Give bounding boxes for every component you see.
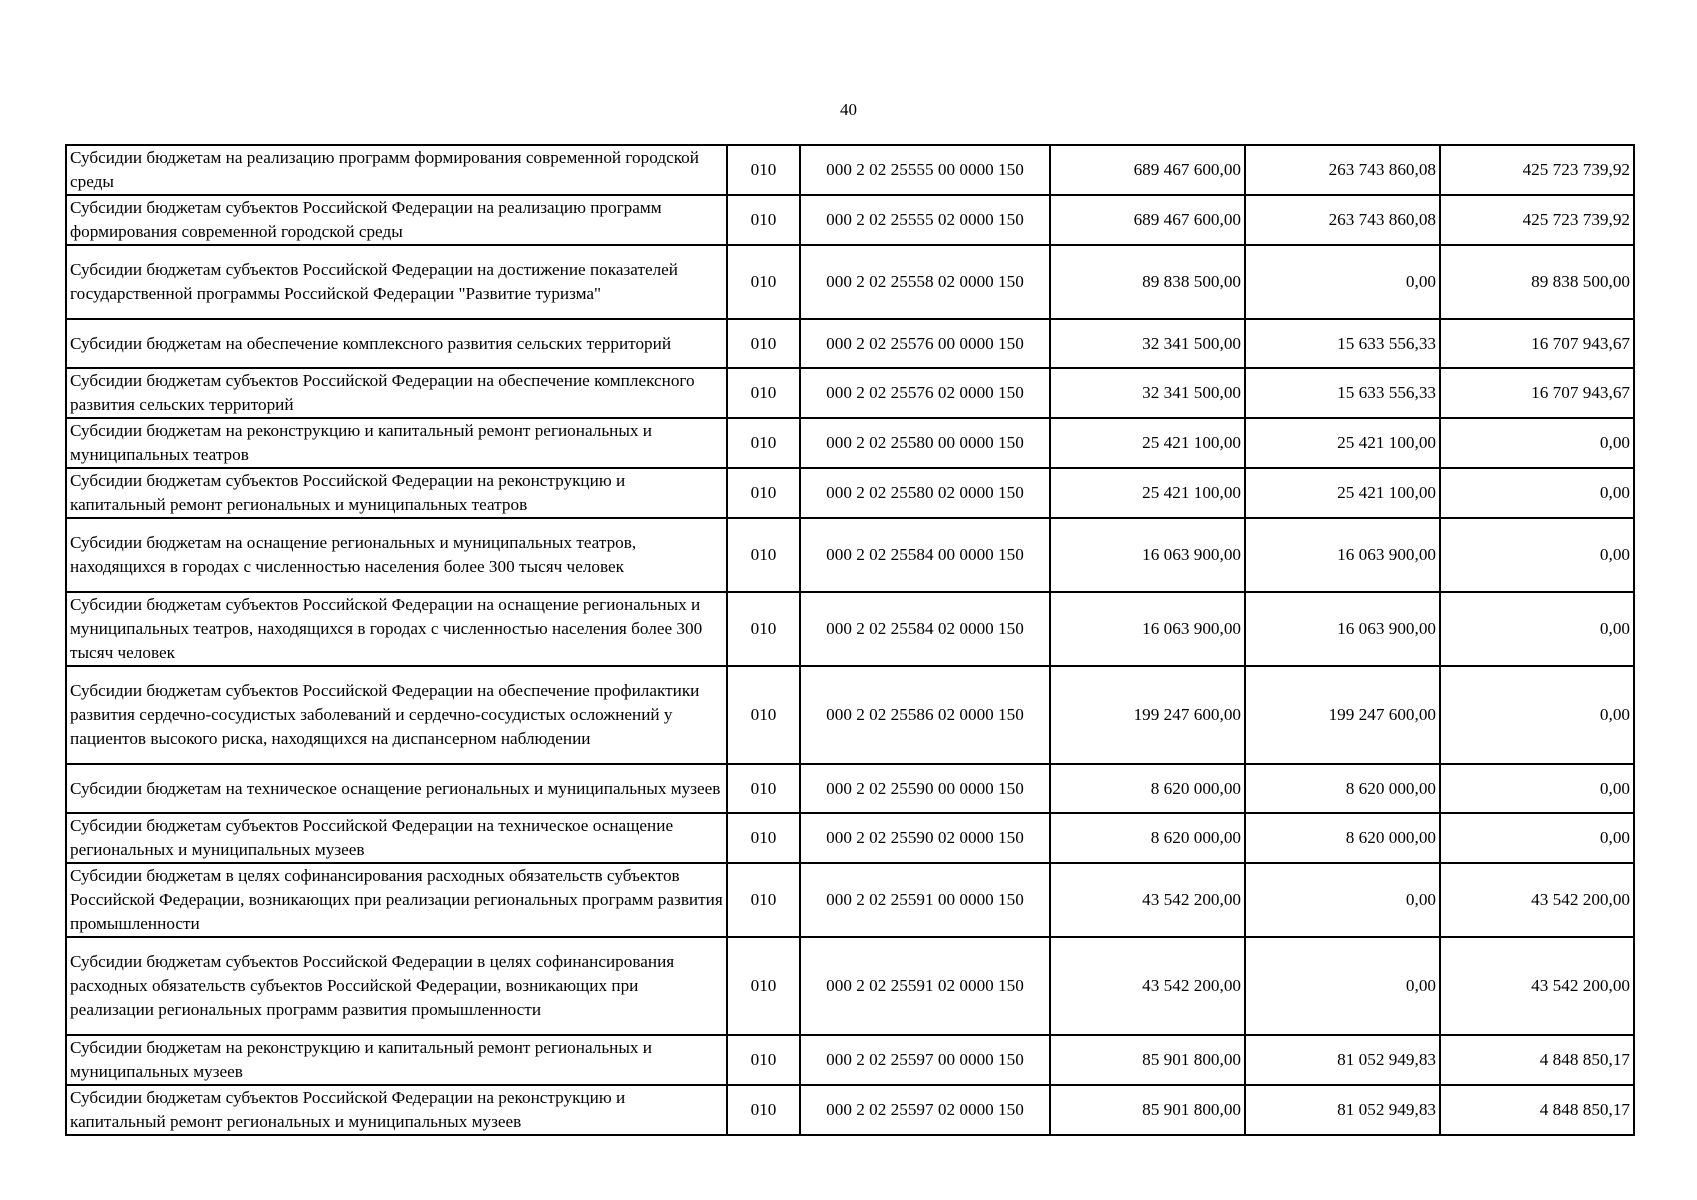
row-plan-cell: 16 063 900,00 [1050, 592, 1245, 666]
table-row [66, 666, 1634, 764]
row-remainder-cell: 425 723 739,92 [1440, 195, 1634, 245]
row-plan-cell: 689 467 600,00 [1050, 195, 1245, 245]
row-budget-code-cell: 000 2 02 25590 00 0000 150 [800, 764, 1050, 813]
row-executed-cell: 263 743 860,08 [1245, 195, 1440, 245]
row-remainder-cell: 43 542 200,00 [1440, 863, 1634, 937]
row-remainder-cell: 16 707 943,67 [1440, 368, 1634, 418]
table-row [66, 195, 1634, 245]
row-plan-cell: 85 901 800,00 [1050, 1085, 1245, 1135]
row-executed-cell: 25 421 100,00 [1245, 468, 1440, 518]
row-plan-cell: 199 247 600,00 [1050, 666, 1245, 764]
table-row [66, 813, 1634, 863]
row-executed-cell: 0,00 [1245, 937, 1440, 1035]
row-remainder-cell: 4 848 850,17 [1440, 1035, 1634, 1085]
row-budget-code-cell: 000 2 02 25558 02 0000 150 [800, 245, 1050, 319]
row-executed-cell: 16 063 900,00 [1245, 592, 1440, 666]
row-plan-cell: 85 901 800,00 [1050, 1035, 1245, 1085]
row-admin-code-cell: 010 [727, 1035, 800, 1085]
row-executed-cell: 0,00 [1245, 863, 1440, 937]
row-executed-cell: 8 620 000,00 [1245, 813, 1440, 863]
row-name-cell: Субсидии бюджетам на реконструкцию и капитальный ремонт региональных и муниципальных музеев [66, 1035, 727, 1085]
row-remainder-cell: 0,00 [1440, 468, 1634, 518]
row-admin-code-cell: 010 [727, 592, 800, 666]
table-row [66, 1085, 1634, 1135]
row-plan-cell: 89 838 500,00 [1050, 245, 1245, 319]
row-name-cell: Субсидии бюджетам субъектов Российской Федерации на техническое оснащение региональных и муниципальных музеев [66, 813, 727, 863]
row-executed-cell: 16 063 900,00 [1245, 518, 1440, 592]
row-executed-cell: 8 620 000,00 [1245, 764, 1440, 813]
row-executed-cell: 0,00 [1245, 245, 1440, 319]
row-name-cell: Субсидии бюджетам субъектов Российской Федерации в целях софинансирования расходных обязательств субъектов Российской Федерации, возникающих при реализации региональных программ развития промышленности [66, 937, 727, 1035]
row-name-cell: Субсидии бюджетам на реализацию программ формирования современной городской среды [66, 145, 727, 195]
row-remainder-cell: 0,00 [1440, 592, 1634, 666]
row-admin-code-cell: 010 [727, 245, 800, 319]
table-row [66, 418, 1634, 468]
row-name-cell: Субсидии бюджетам субъектов Российской Федерации на оснащение региональных и муниципальных театров, находящихся в городах с численностью населения более 300 тысяч человек [66, 592, 727, 666]
row-budget-code-cell: 000 2 02 25597 02 0000 150 [800, 1085, 1050, 1135]
row-name-cell: Субсидии бюджетам субъектов Российской Федерации на реконструкцию и капитальный ремонт региональных и муниципальных музеев [66, 1085, 727, 1135]
table-row [66, 368, 1634, 418]
row-plan-cell: 25 421 100,00 [1050, 418, 1245, 468]
row-admin-code-cell: 010 [727, 518, 800, 592]
table-row [66, 592, 1634, 666]
table-row [66, 468, 1634, 518]
page-number: 40 [840, 100, 857, 119]
row-remainder-cell: 43 542 200,00 [1440, 937, 1634, 1035]
table-row [66, 764, 1634, 813]
row-plan-cell: 25 421 100,00 [1050, 468, 1245, 518]
row-name-cell: Субсидии бюджетам субъектов Российской Федерации на реализацию программ формирования современной городской среды [66, 195, 727, 245]
table-row [66, 1035, 1634, 1085]
table-row [66, 245, 1634, 319]
row-executed-cell: 25 421 100,00 [1245, 418, 1440, 468]
table-row [66, 863, 1634, 937]
row-executed-cell: 199 247 600,00 [1245, 666, 1440, 764]
row-remainder-cell: 0,00 [1440, 518, 1634, 592]
row-name-cell: Субсидии бюджетам субъектов Российской Федерации на обеспечение профилактики развития сердечно-сосудистых заболеваний и сердечно-сосудистых осложнений у пациентов высокого риска, находящихся на диспансерном наблюдении [66, 666, 727, 764]
row-executed-cell: 81 052 949,83 [1245, 1085, 1440, 1135]
row-budget-code-cell: 000 2 02 25555 02 0000 150 [800, 195, 1050, 245]
row-admin-code-cell: 010 [727, 937, 800, 1035]
row-name-cell: Субсидии бюджетам на техническое оснащение региональных и муниципальных музеев [66, 764, 727, 813]
row-plan-cell: 32 341 500,00 [1050, 368, 1245, 418]
row-budget-code-cell: 000 2 02 25584 02 0000 150 [800, 592, 1050, 666]
row-admin-code-cell: 010 [727, 1085, 800, 1135]
row-remainder-cell: 0,00 [1440, 764, 1634, 813]
table-row [66, 145, 1634, 195]
table-row [66, 319, 1634, 368]
row-budget-code-cell: 000 2 02 25591 00 0000 150 [800, 863, 1050, 937]
row-admin-code-cell: 010 [727, 145, 800, 195]
row-budget-code-cell: 000 2 02 25576 02 0000 150 [800, 368, 1050, 418]
row-plan-cell: 8 620 000,00 [1050, 764, 1245, 813]
row-budget-code-cell: 000 2 02 25584 00 0000 150 [800, 518, 1050, 592]
row-executed-cell: 15 633 556,33 [1245, 319, 1440, 368]
row-name-cell: Субсидии бюджетам субъектов Российской Федерации на реконструкцию и капитальный ремонт региональных и муниципальных театров [66, 468, 727, 518]
table-row [66, 937, 1634, 1035]
row-name-cell: Субсидии бюджетам субъектов Российской Федерации на достижение показателей государственной программы Российской Федерации "Развитие туризма" [66, 245, 727, 319]
row-budget-code-cell: 000 2 02 25586 02 0000 150 [800, 666, 1050, 764]
table-row [66, 518, 1634, 592]
row-admin-code-cell: 010 [727, 368, 800, 418]
row-admin-code-cell: 010 [727, 666, 800, 764]
row-admin-code-cell: 010 [727, 418, 800, 468]
row-remainder-cell: 0,00 [1440, 813, 1634, 863]
row-budget-code-cell: 000 2 02 25580 02 0000 150 [800, 468, 1050, 518]
row-remainder-cell: 0,00 [1440, 418, 1634, 468]
row-budget-code-cell: 000 2 02 25590 02 0000 150 [800, 813, 1050, 863]
row-executed-cell: 15 633 556,33 [1245, 368, 1440, 418]
row-remainder-cell: 425 723 739,92 [1440, 145, 1634, 195]
row-executed-cell: 81 052 949,83 [1245, 1035, 1440, 1085]
row-plan-cell: 32 341 500,00 [1050, 319, 1245, 368]
row-executed-cell: 263 743 860,08 [1245, 145, 1440, 195]
row-name-cell: Субсидии бюджетам в целях софинансирования расходных обязательств субъектов Российской Федерации, возникающих при реализации региональных программ развития промышленности [66, 863, 727, 937]
row-budget-code-cell: 000 2 02 25580 00 0000 150 [800, 418, 1050, 468]
row-plan-cell: 16 063 900,00 [1050, 518, 1245, 592]
row-budget-code-cell: 000 2 02 25555 00 0000 150 [800, 145, 1050, 195]
row-plan-cell: 43 542 200,00 [1050, 863, 1245, 937]
budget-table [65, 144, 1635, 1136]
row-admin-code-cell: 010 [727, 468, 800, 518]
row-budget-code-cell: 000 2 02 25591 02 0000 150 [800, 937, 1050, 1035]
row-name-cell: Субсидии бюджетам субъектов Российской Федерации на обеспечение комплексного развития сельских территорий [66, 368, 727, 418]
row-admin-code-cell: 010 [727, 195, 800, 245]
row-name-cell: Субсидии бюджетам на реконструкцию и капитальный ремонт региональных и муниципальных театров [66, 418, 727, 468]
row-remainder-cell: 16 707 943,67 [1440, 319, 1634, 368]
row-name-cell: Субсидии бюджетам на оснащение региональных и муниципальных театров, находящихся в городах с численностью населения более 300 тысяч человек [66, 518, 727, 592]
row-budget-code-cell: 000 2 02 25576 00 0000 150 [800, 319, 1050, 368]
row-admin-code-cell: 010 [727, 813, 800, 863]
row-plan-cell: 8 620 000,00 [1050, 813, 1245, 863]
row-remainder-cell: 4 848 850,17 [1440, 1085, 1634, 1135]
row-admin-code-cell: 010 [727, 764, 800, 813]
row-admin-code-cell: 010 [727, 319, 800, 368]
row-plan-cell: 43 542 200,00 [1050, 937, 1245, 1035]
row-name-cell: Субсидии бюджетам на обеспечение комплексного развития сельских территорий [66, 319, 727, 368]
row-remainder-cell: 89 838 500,00 [1440, 245, 1634, 319]
row-budget-code-cell: 000 2 02 25597 00 0000 150 [800, 1035, 1050, 1085]
row-admin-code-cell: 010 [727, 863, 800, 937]
row-plan-cell: 689 467 600,00 [1050, 145, 1245, 195]
row-remainder-cell: 0,00 [1440, 666, 1634, 764]
